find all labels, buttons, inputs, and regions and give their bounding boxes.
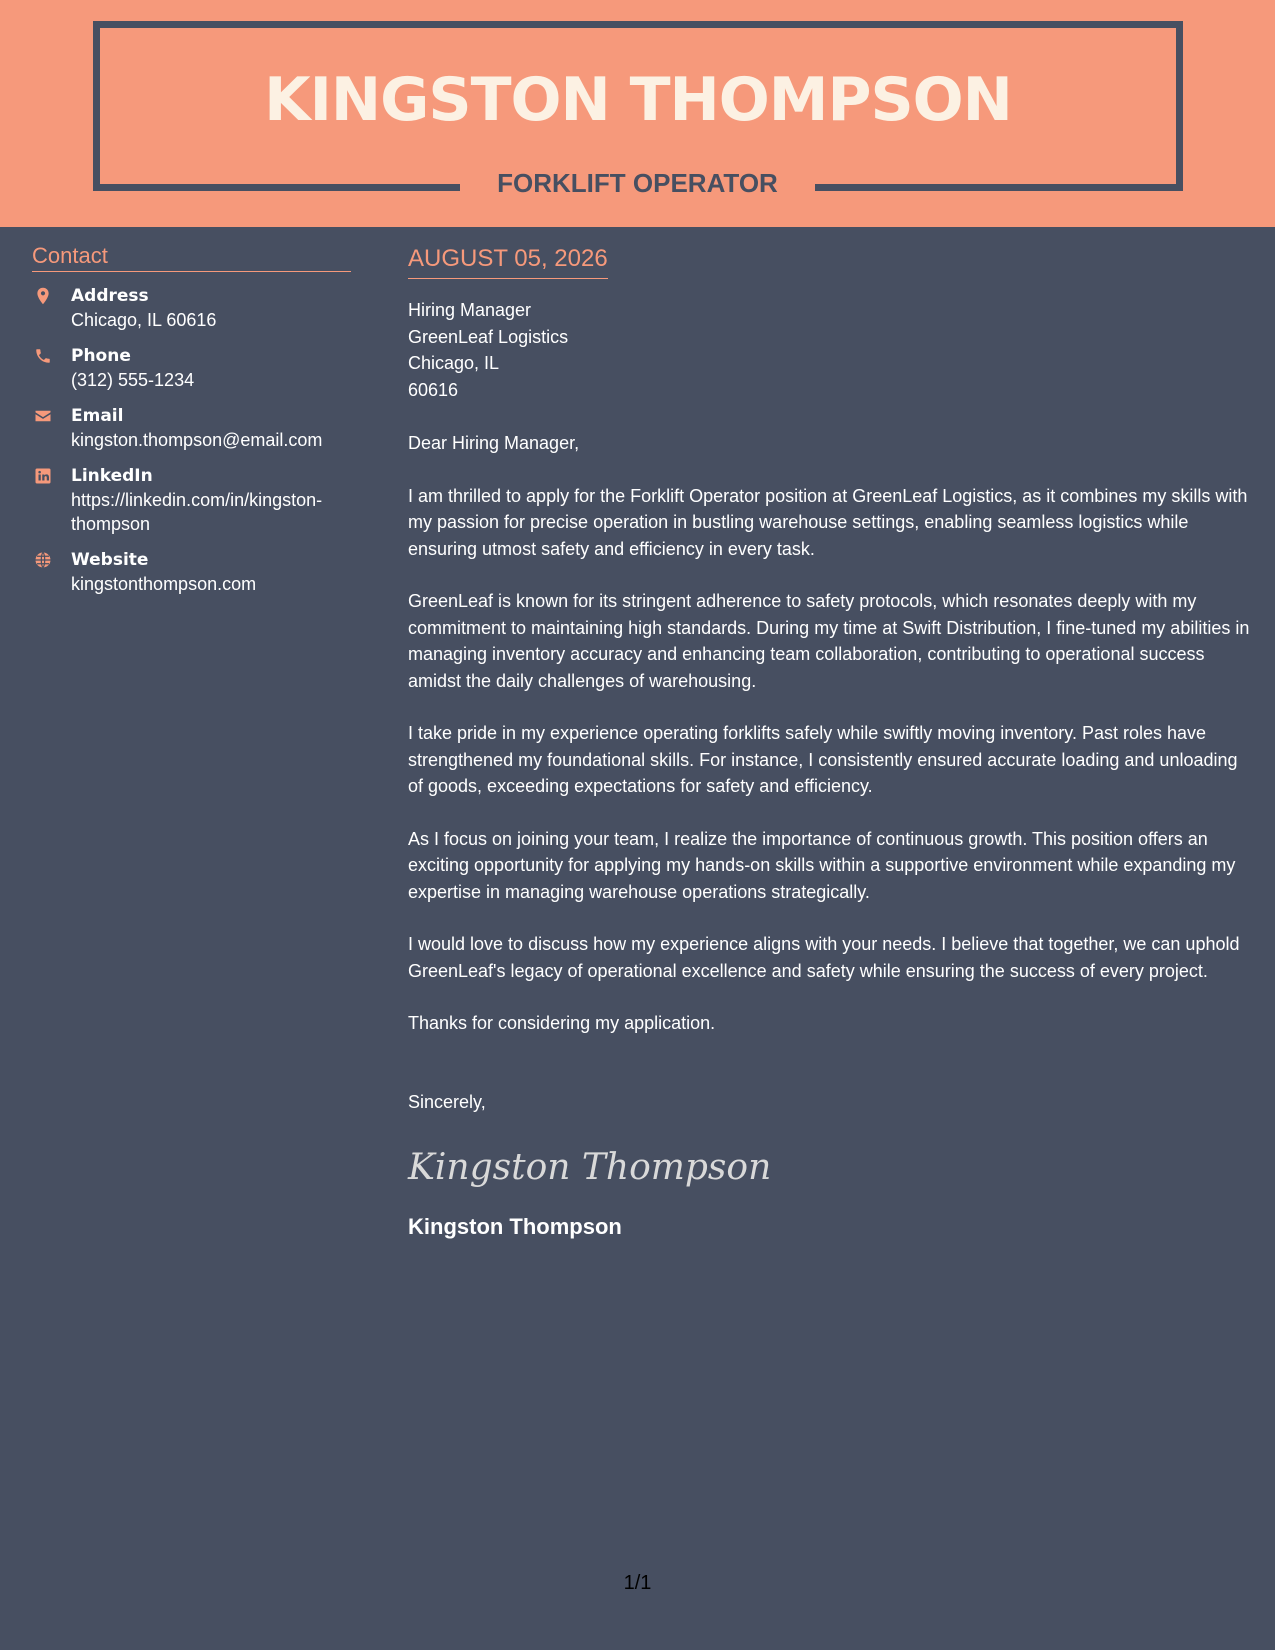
header-frame-bottom-right	[815, 184, 1183, 191]
contact-email	[32, 404, 351, 452]
envelope-icon	[34, 407, 52, 425]
handwritten-signature: Kingston Thompson	[408, 1146, 772, 1188]
contact-heading: Contact	[32, 242, 351, 272]
job-title: FORKLIFT OPERATOR	[497, 168, 778, 198]
contact-linkedin	[32, 464, 351, 536]
contact-website	[32, 548, 351, 596]
letter-paragraph: I take pride in my experience operating forklifts safely while swiftly moving inventory. Past roles have strengthened my foundational skills. For instance, I consistently ensured accurate loading and unloading of goods, exceeding expectations for safety and efficiency.	[408, 723, 1238, 796]
contact-phone	[32, 344, 351, 392]
contact-sidebar	[32, 242, 351, 596]
recipient-line: GreenLeaf Logistics	[408, 326, 569, 347]
applicant-name: KINGSTON THOMPSON	[264, 65, 1012, 135]
contact-value: https://linkedin.com/in/kingston-thompson	[71, 490, 323, 534]
contact-value: (312) 555-1234	[71, 370, 195, 390]
letter-date: AUGUST 05, 2026	[408, 244, 608, 279]
contact-label: Email	[71, 406, 124, 426]
contact-label: LinkedIn	[71, 466, 153, 486]
greeting: Dear Hiring Manager,	[408, 433, 580, 453]
closing-line: Thanks for considering my application.	[408, 1013, 716, 1033]
header-frame-bottom-left	[93, 184, 460, 191]
linkedin-icon	[34, 467, 52, 485]
globe-icon	[34, 551, 52, 569]
contact-label: Website	[71, 550, 149, 570]
page-number: 1/1	[623, 1572, 652, 1594]
contact-label: Address	[71, 286, 149, 306]
letter-paragraph: I am thrilled to apply for the Forklift Operator position at GreenLeaf Logistics, as it combines my skills with my passion for precise operation in bustling warehouse settings, enabling seamless logistics while ensuring utmost safety and efficiency in every task.	[408, 485, 1248, 559]
letter-paragraph: GreenLeaf is known for its stringent adherence to safety protocols, which resonates deeply with my commitment to maintaining high standards. During my time at Swift Distribution, I fine-tuned my abilities in managing inventory accuracy and enhancing team collaboration, contributing to operational success amidst the daily challenges of warehousing.	[408, 591, 1250, 691]
recipient-line: Hiring Manager	[408, 300, 532, 320]
phone-icon	[34, 347, 52, 365]
header-banner	[0, 0, 1275, 227]
contact-value: kingston.thompson@email.com	[71, 430, 323, 450]
letter-paragraph: I would love to discuss how my experience aligns with your needs. I believe that together, we can uphold GreenLeaf's legacy of operational excellence and safety while ensuring the success of every project.	[408, 934, 1240, 981]
letter-body	[408, 244, 1253, 1241]
contact-value: Chicago, IL 60616	[71, 310, 217, 330]
signoff: Sincerely,	[408, 1091, 486, 1112]
recipient-line: Chicago, IL	[408, 353, 500, 373]
recipient-block	[408, 297, 1253, 403]
recipient-line: 60616	[408, 379, 459, 400]
map-pin-icon	[34, 287, 52, 305]
signer-name: Kingston Thompson	[408, 1213, 622, 1239]
contact-address	[32, 284, 351, 332]
letter-paragraph: As I focus on joining your team, I realize the importance of continuous growth. This position offers an exciting opportunity for applying my hands-on skills within a supportive environment while expanding my expertise in managing warehouse operations strategically.	[408, 828, 1236, 902]
contact-label: Phone	[71, 346, 131, 366]
contact-value: kingstonthompson.com	[71, 574, 257, 594]
